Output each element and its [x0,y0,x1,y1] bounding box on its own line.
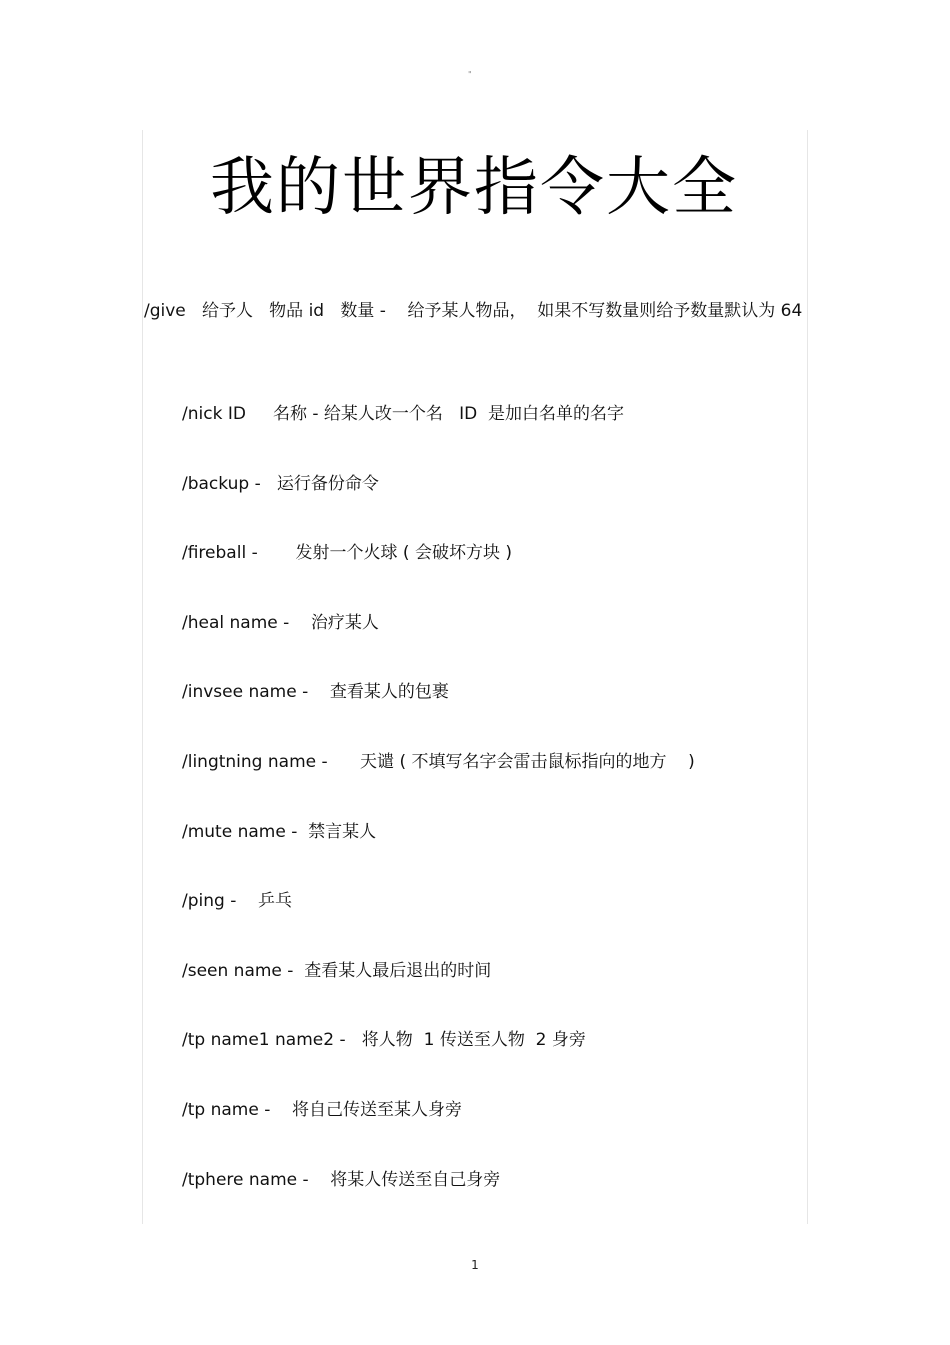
command-backup: /backup - 运行备份命令 [182,473,379,494]
command-tphere: /tphere name - 将某人传送至自己身旁 [182,1169,501,1190]
document-title: 我的世界指令大全 [210,151,738,225]
page-number: 1 [471,1258,479,1272]
command-fireball: /fireball - 发射一个火球 ( 会破坏方块 ) [182,543,513,564]
header-mark: " [468,70,472,79]
give-command-paragraph: /give 给予人 物品 id 数量 - 给予某人物品， 如果不写数量则给予数量默认为 64 [144,301,803,321]
command-lightning: /lingtning name - 天谴 ( 不填写名字会雷击鼠标指向的地方 ) [182,751,695,772]
command-nick: /nick ID 名称 - 给某人改一个名 ID 是加白名单的名字 [182,404,625,424]
command-heal: /heal name - 治疗某人 [182,612,379,633]
command-mute: /mute name - 禁言某人 [182,821,377,842]
command-ping: /ping - 乒乓 [182,891,292,912]
command-list [182,397,802,1232]
command-invsee: /invsee name - 查看某人的包裹 [182,682,449,703]
command-tp-self: /tp name - 将自己传送至某人身旁 [182,1099,462,1120]
command-seen: /seen name - 查看某人最后退出的时间 [182,960,492,981]
command-tp-two: /tp name1 name2 - 将人物 1 传送至人物 2 身旁 [182,1030,586,1051]
